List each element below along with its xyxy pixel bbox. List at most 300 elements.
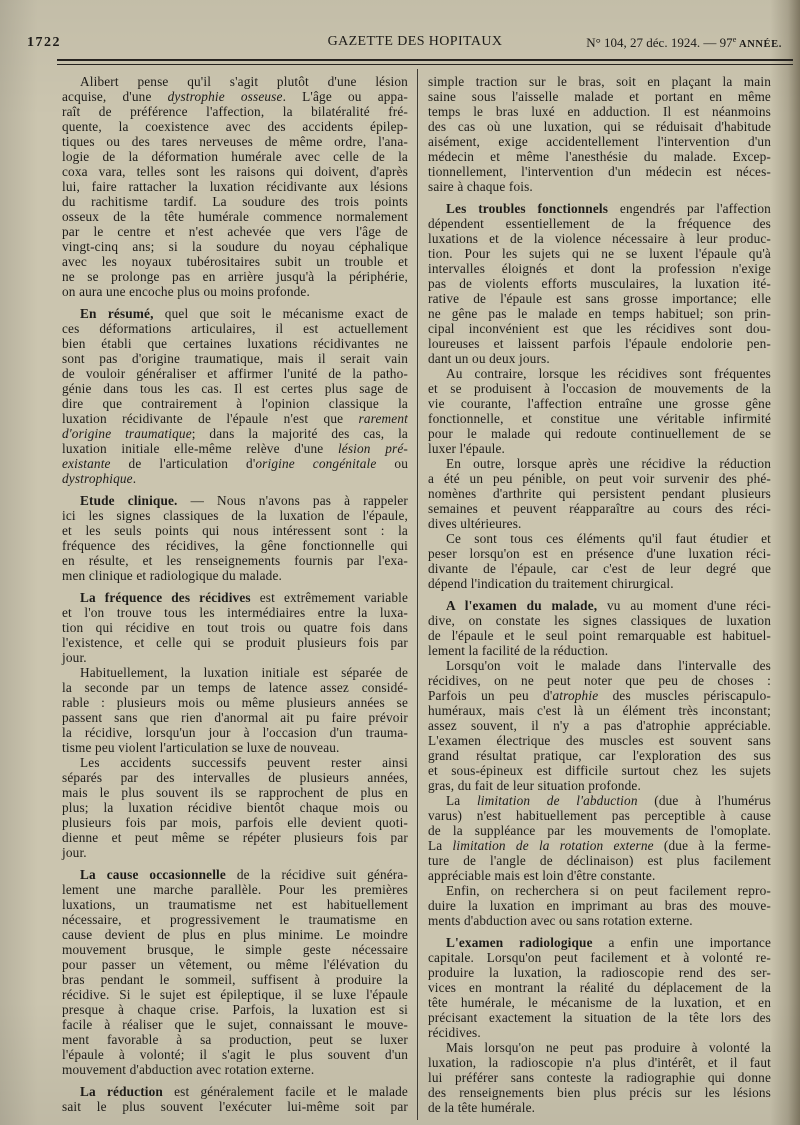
text-line <box>62 224 408 239</box>
page-number: 1722 <box>27 35 61 50</box>
text-run: grand résultat pratique, car l'exploration des sus <box>428 748 771 763</box>
text-run: Habituellement, la luxation initiale est séparée de <box>80 665 408 680</box>
text-run: vices en montrant la réalité du déplacement de la <box>428 980 771 995</box>
text-line <box>428 658 771 673</box>
text-line <box>428 748 771 763</box>
text-line <box>428 868 771 883</box>
paragraph <box>428 935 771 1040</box>
text-run: ici les signes classiques de la luxation de l'épaule, <box>62 508 408 523</box>
text-run: intervalles éloignés et dont la profession n'exige <box>428 261 771 276</box>
text-run: simple traction sur le bras, soit en plaçant la main <box>428 74 771 89</box>
italic-text: dystrophie osseuse <box>167 89 283 104</box>
text-line <box>428 898 771 913</box>
text-run: mouvement d'abduction avec rotation externe. <box>62 1062 315 1077</box>
text-run: vie courante, l'affection entraîne une grosse gêne <box>428 396 771 411</box>
text-line <box>428 598 771 613</box>
text-line <box>428 883 771 898</box>
text-run: ne gêne pas le malade en temps habituel; son prin- <box>428 306 771 321</box>
text-run: des cas où une luxation, qui se réduisait d'habitude <box>428 119 771 134</box>
text-run: récidives, on ne peut noter que peu de choses : <box>428 673 771 688</box>
text-run: est extrêmement variable <box>250 590 409 605</box>
issue-number-date: N° 104, 27 déc. 1924. — 97 <box>586 35 733 50</box>
text-run: divante de l'épaule, car c'est de leur degré que <box>428 561 771 576</box>
text-run: luxations et de la violence nécessaire à leur produc- <box>428 231 771 246</box>
text-run: de la tête humérale. <box>428 1100 536 1115</box>
text-line <box>62 568 408 583</box>
text-run: pour le malade qui redoute continuellement de se <box>428 426 771 441</box>
run-in-heading: En résumé, <box>80 306 154 321</box>
text-run: luxation récidivante de l'épaule n'est que <box>62 411 359 426</box>
text-line <box>428 950 771 965</box>
text-run: assez souvent, il n'y a pas d'atrophie appréciable. <box>428 718 771 733</box>
text-run: saine sous l'aisselle malade et portant en même <box>428 89 771 104</box>
text-run: lement la facilité de la réduction. <box>428 643 609 658</box>
text-line <box>428 456 771 471</box>
text-line <box>428 1040 771 1055</box>
text-line <box>428 261 771 276</box>
left-column <box>62 74 408 1114</box>
text-run: peser lorsqu'on est en présence d'une luxation réci- <box>428 546 771 561</box>
text-line <box>428 164 771 179</box>
text-run: jour. <box>62 650 87 665</box>
text-run: et les seuls points qui nous intéressent sont : la <box>62 523 408 538</box>
text-line <box>62 411 408 426</box>
text-line <box>62 725 408 740</box>
text-line <box>62 336 408 351</box>
paragraph <box>62 1084 408 1114</box>
text-line <box>62 164 408 179</box>
text-run: par le centre et n'est achevée que vers l'âge de <box>62 224 408 239</box>
text-line <box>62 972 408 987</box>
text-line <box>428 179 771 194</box>
text-line <box>428 576 771 591</box>
text-line <box>428 74 771 89</box>
paragraph <box>62 306 408 486</box>
text-run: appréciable mais est loin d'être constante. <box>428 868 656 883</box>
text-run: ture de l'angle de déclinaison) est plus facilement <box>428 853 771 868</box>
text-run: huméraux, mais c'est là un élément très inconstant; <box>428 703 771 718</box>
paragraph <box>428 883 771 928</box>
text-run: quente, la coexistence avec des accidents épilep- <box>62 119 408 134</box>
text-run: dives ultérieures. <box>428 516 522 531</box>
text-line <box>428 1055 771 1070</box>
text-line <box>62 942 408 957</box>
italic-text: lésion pré- <box>337 441 408 456</box>
text-line <box>62 867 408 882</box>
text-run: récidives. <box>428 1025 481 1040</box>
text-line <box>62 456 408 471</box>
text-run: osseux de la tête humérale commence normalement <box>62 209 408 224</box>
running-header <box>0 32 800 56</box>
text-line <box>62 1017 408 1032</box>
text-run: gras, du fait de leur situation profonde. <box>428 778 641 793</box>
text-run: Au contraire, lorsque les récidives sont fréquentes <box>446 366 771 381</box>
text-line <box>62 1032 408 1047</box>
text-run: La <box>446 793 477 808</box>
text-line <box>62 523 408 538</box>
text-line <box>62 553 408 568</box>
text-line <box>62 194 408 209</box>
paragraph <box>428 531 771 591</box>
text-line <box>428 486 771 501</box>
italic-text: atrophie <box>552 688 599 703</box>
text-line <box>428 1070 771 1085</box>
text-line <box>62 508 408 523</box>
text-run: presque à chaque crise. Parfois, la luxation est si <box>62 1002 408 1017</box>
text-line <box>428 808 771 823</box>
text-run: des renseignements bien plus précis sur les lésions <box>428 1085 771 1100</box>
text-run: rable : plusieurs mois ou même plusieurs années se <box>62 695 408 710</box>
text-line <box>428 321 771 336</box>
text-run: cause devient de plus en plus minime. Le moindre <box>62 927 408 942</box>
text-line <box>62 815 408 830</box>
text-line <box>62 897 408 912</box>
article-section <box>62 867 408 1077</box>
text-run: . L'âge ou appa- <box>282 89 408 104</box>
italic-text: dystrophique <box>62 471 133 486</box>
run-in-heading: A l'examen du malade, <box>446 598 598 613</box>
paragraph <box>428 598 771 658</box>
text-run: varus) n'est habituellement pas perceptible à cause <box>428 808 771 823</box>
text-line <box>62 620 408 635</box>
text-run: luxation, la radioscopie n'a plus d'intérêt, et il faut <box>428 1055 771 1070</box>
text-line <box>428 546 771 561</box>
paragraph <box>428 201 771 366</box>
text-run: sait le plus souvent l'exécuter lui-même soit par <box>62 1099 408 1114</box>
text-run: quel que soit le mécanisme exact de <box>153 306 408 321</box>
text-run: Les accidents successifs peuvent rester ainsi <box>80 755 408 770</box>
text-run: dépendent essentiellement de la fréquence des <box>428 216 771 231</box>
article-section <box>428 935 771 1115</box>
text-line <box>428 935 771 950</box>
text-line <box>428 276 771 291</box>
text-run: précisant exactement la situation de la tête lors des <box>428 1010 771 1025</box>
text-run: lui, faire rattacher la luxation récidivante aux lésions <box>62 179 408 194</box>
text-line <box>62 830 408 845</box>
text-line <box>428 913 771 928</box>
text-run: La <box>428 838 453 853</box>
text-run: ; dans la majorité des cas, la <box>191 426 408 441</box>
text-line <box>62 957 408 972</box>
text-run: et se produisent à l'occasion de mouvements de la <box>428 381 771 396</box>
text-line <box>62 1099 408 1114</box>
text-run: on aura une encoche plus ou moins profonde. <box>62 284 310 299</box>
text-run: capitale. Lorsqu'on peut facilement et à volonté re- <box>428 950 771 965</box>
text-run: ces déformations articulaires, il est actuellement <box>62 321 408 336</box>
text-line <box>428 688 771 703</box>
text-run: fréquence des récidives, la gêne fonctionnelle qui <box>62 538 408 553</box>
text-run: men clinique et radiologique du malade. <box>62 568 283 583</box>
text-line <box>428 643 771 658</box>
text-run: dant un ou deux jours. <box>428 351 550 366</box>
text-run: (due à l'humérus <box>637 793 771 808</box>
text-line <box>428 291 771 306</box>
italic-text: rarement <box>358 411 408 426</box>
text-line <box>62 239 408 254</box>
text-line <box>62 665 408 680</box>
text-line <box>62 493 408 508</box>
text-run: temps le bras luxé en adduction. Il est néanmoins <box>428 104 771 119</box>
text-run: sont pas d'origine traumatique, mais il serait vain <box>62 351 408 366</box>
paragraph <box>428 658 771 793</box>
text-run: la récidive, lorsqu'un jour à l'occasion d'un trauma- <box>62 725 408 740</box>
text-line <box>428 763 771 778</box>
text-line <box>428 441 771 456</box>
text-run: tion qui récidive en tout trois ou quatre fois dans <box>62 620 408 635</box>
text-line <box>62 179 408 194</box>
text-run: tisme peu violent l'articulation se luxe de nouveau. <box>62 740 340 755</box>
text-line <box>428 628 771 643</box>
text-line <box>62 306 408 321</box>
text-line <box>428 231 771 246</box>
text-line <box>62 426 408 441</box>
text-line <box>62 1047 408 1062</box>
text-run: séparés par des intervalles de plusieurs années, <box>62 770 408 785</box>
text-run: tion. Pour les sujets qui ne se luxent l'épaule qu'à <box>428 246 771 261</box>
text-run: du rachitisme tardif. La soudure des trois points <box>62 194 408 209</box>
paragraph <box>428 74 771 194</box>
paragraph <box>62 755 408 860</box>
text-run: cipal inconvénient est que les récidives sont dou- <box>428 321 771 336</box>
text-line <box>428 673 771 688</box>
text-run: bras pendant le sommeil, suffisent à produire la <box>62 972 408 987</box>
text-line <box>62 89 408 104</box>
article-section <box>62 590 408 860</box>
text-line <box>62 1002 408 1017</box>
text-line <box>428 134 771 149</box>
text-run: luxations, un traumatisme net est habituellement <box>62 897 408 912</box>
text-run: de l'articulation d' <box>110 456 256 471</box>
text-line <box>62 800 408 815</box>
text-line <box>428 366 771 381</box>
text-run: en résulte, et les renseignements fournis par l'exa- <box>62 553 408 568</box>
text-line <box>428 778 771 793</box>
text-line <box>428 1010 771 1025</box>
run-in-heading: L'examen radiologique <box>446 935 593 950</box>
text-line <box>428 246 771 261</box>
text-line <box>62 605 408 620</box>
italic-text: existante <box>62 456 111 471</box>
text-run: de la récidive suit généra- <box>225 867 409 882</box>
article-section <box>62 306 408 486</box>
text-run: vu au moment d'une réci- <box>597 598 771 613</box>
text-line <box>62 912 408 927</box>
text-line <box>428 89 771 104</box>
issue-year-label: ANNÉE. <box>736 39 782 50</box>
text-run: génie dans tous les cas. Il est certes plus sage de <box>62 381 408 396</box>
text-line <box>428 838 771 853</box>
text-line <box>62 1062 408 1077</box>
text-run: ou <box>376 456 408 471</box>
text-line <box>428 965 771 980</box>
column-divider <box>417 69 418 1120</box>
text-run: loureuses et laissent parfois l'épaule endolorie pen- <box>428 336 771 351</box>
text-run: de l'épaule et le seul point remarquable est habituel- <box>428 628 771 643</box>
text-line <box>428 613 771 628</box>
article-section <box>62 1084 408 1114</box>
text-run: l'existence, et celle qui se produit plusieurs fois par <box>62 635 408 650</box>
text-run: a enfin une importance <box>592 935 771 950</box>
text-run: plusieurs fois par mois, parfois elle devient quoti- <box>62 815 408 830</box>
text-line <box>62 635 408 650</box>
text-run: ments d'abduction avec ou sans rotation externe. <box>428 913 693 928</box>
text-line <box>62 845 408 860</box>
text-run: En outre, lorsque après une récidive la réduction <box>446 456 771 471</box>
text-run: lement une marche parallèle. Pour les premières <box>62 882 408 897</box>
run-in-heading: Etude clinique. <box>80 493 178 508</box>
text-line <box>62 254 408 269</box>
paragraph <box>62 493 408 583</box>
article-section <box>428 598 771 928</box>
text-run: la seconde par un temps de latence assez considé- <box>62 680 408 695</box>
text-line <box>428 216 771 231</box>
text-run: L'examen électrique des muscles est souvent sans <box>428 733 771 748</box>
text-run: Mais lorsqu'on ne peut pas produire à volonté la <box>446 1040 771 1055</box>
paragraph <box>62 590 408 665</box>
text-run: dépend l'indication du traitement chirurgical. <box>428 576 674 591</box>
text-run: et sous-épineux est difficile surtout chez les sujets <box>428 763 771 778</box>
paragraph <box>62 74 408 299</box>
text-run: nomènes d'arthrite qui persistent pendant plusieurs <box>428 486 771 501</box>
text-run: des muscles périscapulo- <box>598 688 771 703</box>
text-run: luxer l'épaule. <box>428 441 506 456</box>
text-run: l'épaule à volonté; il s'agit le plus souvent d'un <box>62 1047 408 1062</box>
text-run: saire à chaque fois. <box>428 179 533 194</box>
text-run: tête humérale, le mécanisme de la luxation, et en <box>428 995 771 1010</box>
text-line <box>62 119 408 134</box>
text-run: acquise, d'une <box>62 89 168 104</box>
text-line <box>428 853 771 868</box>
paragraph <box>428 366 771 456</box>
text-line <box>62 650 408 665</box>
right-column <box>428 74 771 1115</box>
text-run: a été un peu pénible, on peut voir survenir des phé- <box>428 471 771 486</box>
run-in-heading: La fréquence des récidives <box>80 590 251 605</box>
article-section <box>428 74 771 194</box>
text-line <box>428 306 771 321</box>
text-line <box>62 149 408 164</box>
text-run: lui préférer sans conteste la radiographie qui donne <box>428 1070 771 1085</box>
text-line <box>62 209 408 224</box>
text-line <box>62 74 408 89</box>
paragraph <box>62 665 408 755</box>
text-line <box>62 538 408 553</box>
text-line <box>428 718 771 733</box>
text-run: . <box>132 471 137 486</box>
text-line <box>428 995 771 1010</box>
text-run: semaines et peuvent réapparaître au cours des réci- <box>428 501 771 516</box>
text-run: mais le plus souvent ils se rapprochent de plus en <box>62 785 408 800</box>
text-line <box>428 1025 771 1040</box>
paragraph <box>428 456 771 531</box>
text-line <box>62 882 408 897</box>
text-line <box>62 927 408 942</box>
issue-ordinal-suffix: e <box>732 34 737 44</box>
text-line <box>428 201 771 216</box>
run-in-heading: La réduction <box>80 1084 163 1099</box>
italic-text: limitation de la rotation externe <box>452 838 654 853</box>
text-line <box>428 104 771 119</box>
text-run: — Nous n'avons pas à rappeler <box>177 493 408 508</box>
text-run: duire la luxation en imprimant au bras des mouve- <box>428 898 771 913</box>
text-run: (due à la ferme- <box>653 838 771 853</box>
issue-info <box>586 35 782 51</box>
text-line <box>428 149 771 164</box>
text-run: ment favorable à sa production, peut se luxer <box>62 1032 408 1047</box>
text-run: rative de l'épaule est sans grosse importance; elle <box>428 291 771 306</box>
text-line <box>428 426 771 441</box>
text-run: Lorsqu'on voit le malade dans l'intervalle des <box>446 658 771 673</box>
text-line <box>62 396 408 411</box>
text-line <box>62 284 408 299</box>
text-line <box>62 987 408 1002</box>
text-run: pas de violents efforts musculaires, la luxation ité- <box>428 276 771 291</box>
text-run: récidive. Si le sujet est épileptique, il se luxe l'épaule <box>62 987 408 1002</box>
text-line <box>62 269 408 284</box>
text-run: nécessaire, et progressivement le traumatisme en <box>62 912 408 927</box>
text-line <box>62 680 408 695</box>
text-line <box>62 321 408 336</box>
text-run: passent sans que rien d'anormal ait pu faire prévoir <box>62 710 408 725</box>
text-run: bien établi que certaines luxations récidivantes ne <box>62 336 408 351</box>
paragraph <box>428 1040 771 1115</box>
text-run: dire que contrairement à l'opinion classique la <box>62 396 408 411</box>
text-line <box>62 710 408 725</box>
text-run: tionnellement, l'intervention d'un médecin est néces- <box>428 164 771 179</box>
text-run: facile à réaliser que le sujet, connaissant le mouve- <box>62 1017 408 1032</box>
text-line <box>428 396 771 411</box>
text-line <box>62 441 408 456</box>
text-run: pour passer un vêtement, ou même l'élévation du <box>62 957 408 972</box>
header-double-rule <box>57 59 793 65</box>
text-line <box>62 134 408 149</box>
article-section <box>62 74 408 299</box>
text-run: logie de la déformation humérale avec celle de la <box>62 149 408 164</box>
paragraph <box>428 793 771 883</box>
text-line <box>428 703 771 718</box>
text-line <box>62 1084 408 1099</box>
text-line <box>428 733 771 748</box>
text-run: avec les noyaux tubérositaires subit un trouble et <box>62 254 408 269</box>
text-run: et l'on trouve tous les intermédiaires entre la luxa- <box>62 605 408 620</box>
text-line <box>428 501 771 516</box>
text-line <box>428 793 771 808</box>
text-line <box>428 516 771 531</box>
journal-title: GAZETTE DES HOPITAUX <box>327 34 503 49</box>
text-run: engendrés par l'affection <box>608 201 771 216</box>
text-line <box>428 471 771 486</box>
run-in-heading: Les troubles fonctionnels <box>446 201 609 216</box>
text-run: Alibert pense qu'il s'agit plutôt d'une lésion <box>80 74 408 89</box>
text-line <box>62 740 408 755</box>
italic-text: origine congénitale <box>255 456 377 471</box>
text-run: ne se prolonge pas en arrière jusqu'à la périphérie, <box>62 269 408 284</box>
text-run: médecin et même l'anesthésie du malade. Excep- <box>428 149 771 164</box>
text-run: coxa vara, telles sont les raisons qui doivent, d'après <box>62 164 408 179</box>
text-line <box>428 381 771 396</box>
text-line <box>62 351 408 366</box>
text-line <box>428 561 771 576</box>
text-run: raît de préférence l'affection, la bilatéralité fré- <box>62 104 408 119</box>
italic-text: d'origine traumatique <box>62 426 192 441</box>
text-line <box>62 695 408 710</box>
text-line <box>428 1100 771 1115</box>
text-line <box>428 336 771 351</box>
text-run: plus; la luxation récidive bientôt chaque mois ou <box>62 800 408 815</box>
text-line <box>62 381 408 396</box>
run-in-heading: La cause occasionnelle <box>80 867 226 882</box>
text-run: Ce sont tous ces éléments qu'il faut étudier et <box>446 531 771 546</box>
